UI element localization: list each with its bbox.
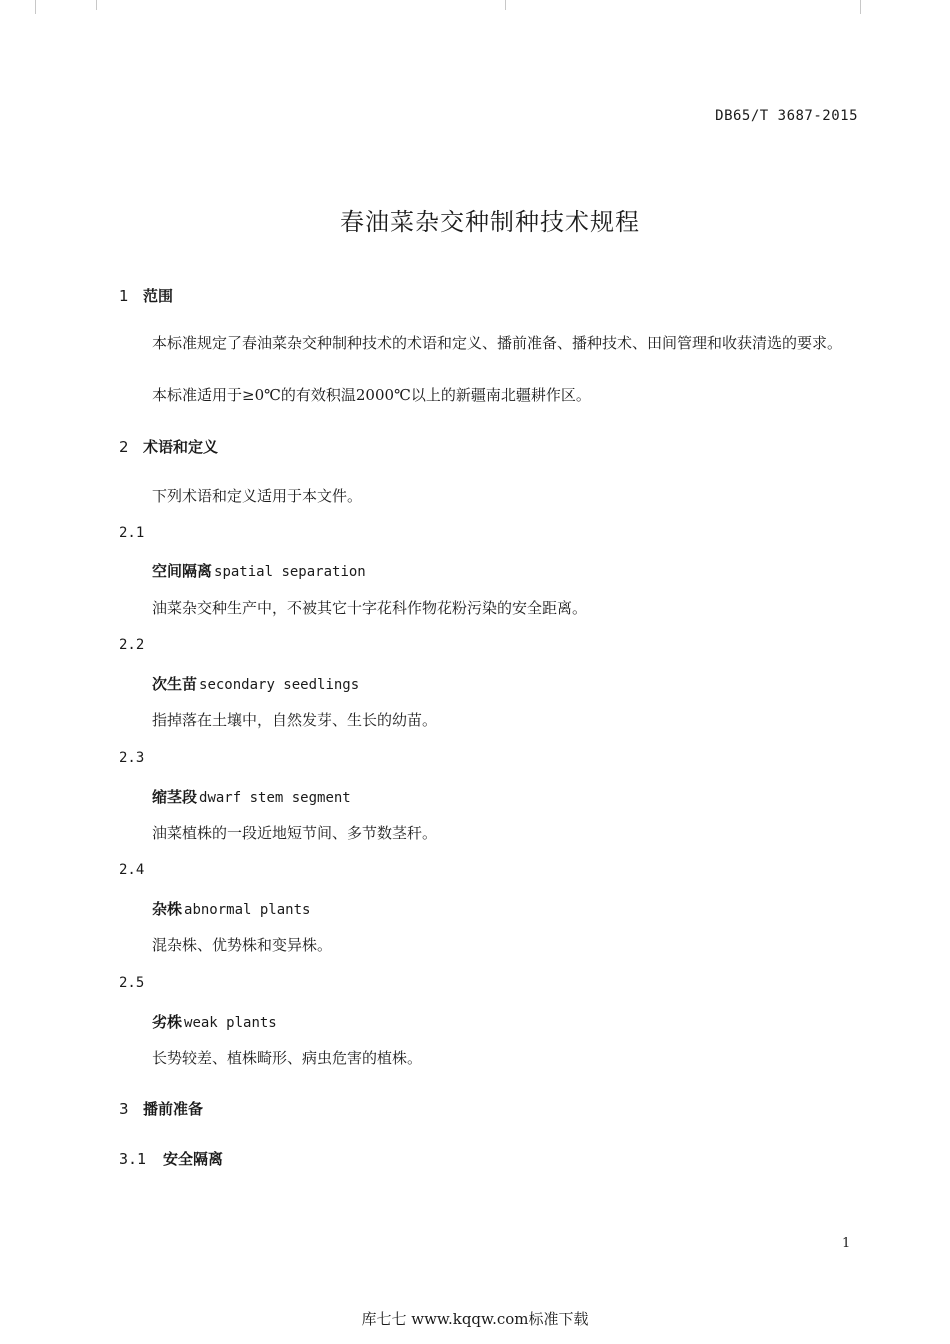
document-title: 春油菜杂交种制种技术规程 [340, 208, 640, 236]
term-title [152, 673, 359, 694]
terms-intro: 下列术语和定义适用于本文件。 [152, 487, 363, 505]
term-chinese: 次生苗 [152, 675, 198, 693]
section-number: 1 [119, 287, 129, 305]
section-title: 范围 [143, 287, 174, 305]
footer-watermark: 库七七 www.kqqw.com标准下载 [361, 1310, 589, 1328]
scope-paragraph-2: 本标准适用于≥0℃的有效积温2000℃以上的新疆南北疆耕作区。 [152, 386, 591, 404]
term-english: spatial separation [214, 564, 366, 580]
term-english: dwarf stem segment [199, 790, 351, 806]
term-chinese: 劣株 [152, 1013, 183, 1031]
section-number: 3 [119, 1100, 129, 1118]
section-heading-scope [119, 285, 173, 306]
term-chinese: 缩茎段 [152, 788, 198, 806]
subsection-number: 3.1 [119, 1150, 147, 1168]
term-number: 2.3 [119, 750, 145, 766]
term-title [152, 1011, 277, 1032]
term-definition: 油菜植株的一段近地短节间、多节数茎秆。 [152, 824, 438, 842]
term-title [152, 898, 310, 919]
document-code: DB65/T 3687-2015 [715, 108, 858, 124]
term-definition: 长势较差、植株畸形、病虫危害的植株。 [152, 1049, 423, 1067]
term-definition: 混杂株、优势株和变异株。 [152, 936, 333, 954]
scan-mark [860, 0, 861, 14]
term-english: secondary seedlings [199, 677, 360, 693]
term-chinese: 空间隔离 [152, 562, 213, 580]
term-definition: 油菜杂交种生产中，不被其它十字花科作物花粉污染的安全距离。 [152, 599, 588, 617]
scan-mark [35, 0, 36, 14]
section-title: 播前准备 [143, 1100, 204, 1118]
term-definition: 指掉落在土壤中，自然发芽、生长的幼苗。 [152, 711, 438, 729]
scan-mark [96, 0, 97, 10]
subsection-title: 安全隔离 [163, 1150, 224, 1168]
term-chinese: 杂株 [152, 900, 183, 918]
term-english: abnormal plants [184, 902, 311, 918]
section-heading-terms [119, 436, 218, 457]
page-number: 1 [842, 1236, 851, 1251]
section-title: 术语和定义 [143, 438, 219, 456]
section-heading-prep [119, 1098, 203, 1119]
term-english: weak plants [184, 1015, 277, 1031]
term-title [152, 560, 366, 581]
subsection-heading [119, 1148, 223, 1169]
term-number: 2.4 [119, 862, 145, 878]
scope-paragraph-1: 本标准规定了春油菜杂交种制种技术的术语和定义、播前准备、播种技术、田间管理和收获清选的要求。 [152, 334, 843, 352]
term-number: 2.1 [119, 525, 145, 541]
scan-mark [505, 0, 506, 10]
term-number: 2.5 [119, 975, 145, 991]
section-number: 2 [119, 438, 129, 456]
term-title [152, 786, 351, 807]
term-number: 2.2 [119, 637, 145, 653]
